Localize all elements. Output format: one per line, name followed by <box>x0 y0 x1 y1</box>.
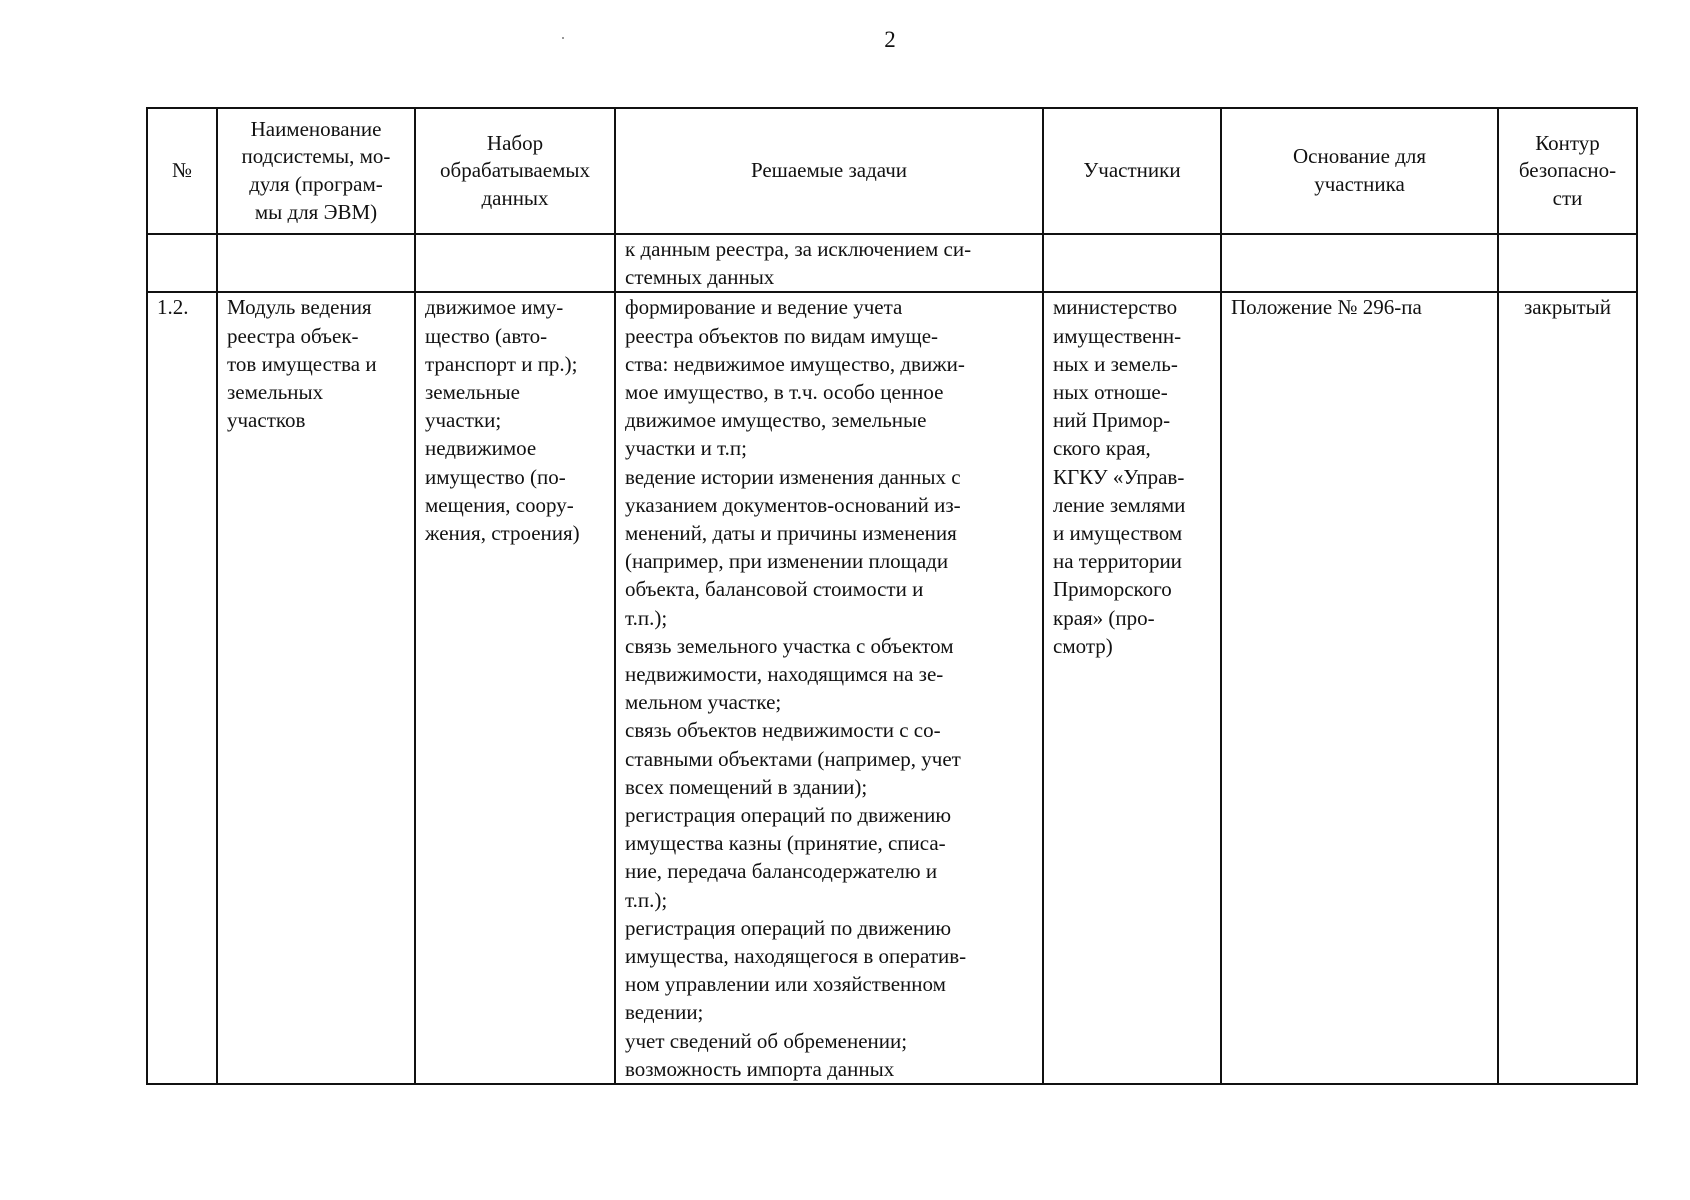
text-line: сти <box>1552 185 1583 210</box>
header-tasks <box>615 108 1043 234</box>
text-line: тов имущества и <box>227 351 377 376</box>
text-line: транспорт и пр.); <box>425 351 578 376</box>
text-line: т.п.); <box>625 605 668 630</box>
text-line: Положение № 296-па <box>1231 295 1422 320</box>
text-line: земельных <box>227 380 324 405</box>
text-line: указанием документов-оснований из- <box>625 492 961 517</box>
text-line: ставными объектами (например, учет <box>625 746 961 771</box>
text-line: данных <box>481 185 549 210</box>
text-line: формирование и ведение учета <box>625 295 903 320</box>
registry-table <box>146 107 1638 1085</box>
text-line: мы для ЭВМ) <box>254 199 378 224</box>
text-line: всех помещений в здании); <box>625 774 868 799</box>
text-line: мельном участке; <box>625 690 782 715</box>
text-line: мое имущество, в т.ч. особо ценное <box>625 380 944 405</box>
text-line: Участники <box>1083 158 1181 183</box>
page-number: 2 <box>884 27 896 52</box>
text-line: движимое иму- <box>425 295 564 320</box>
text-line: регистрация операций по движению <box>625 803 952 828</box>
text-line: обрабатываемых <box>440 158 590 183</box>
text-line: менений, даты и причины изменения <box>625 521 957 546</box>
text-line: ведение истории изменения данных с <box>625 464 961 489</box>
text-line: возможность импорта данных <box>625 1056 895 1081</box>
text-line: связь земельного участка с объектом <box>625 633 954 658</box>
text-line: ведении; <box>625 1000 704 1025</box>
text-line: земельные <box>425 380 520 405</box>
cell-security-contour <box>1498 234 1637 292</box>
cell-participants <box>1043 292 1221 1084</box>
text-line: закрытый <box>1524 295 1611 320</box>
text-line: участника <box>1314 172 1405 196</box>
text-line: участки; <box>425 408 502 433</box>
text-line: регистрация операций по движению <box>625 915 952 940</box>
cell-data-set <box>415 234 615 292</box>
table-row-continuation <box>147 234 1637 292</box>
cell-number: 1.2. <box>147 292 217 1084</box>
text-line: Основание для <box>1292 144 1427 169</box>
text-line: реестра объек- <box>227 323 359 348</box>
text-line: (например, при изменении площади <box>625 549 949 574</box>
table-header-row <box>147 108 1637 234</box>
text-line: дуля (програм- <box>249 172 383 196</box>
text-line: края» (про- <box>1053 605 1155 630</box>
cell-basis <box>1221 292 1498 1084</box>
cell-basis <box>1221 234 1498 292</box>
text-line: объекта, балансовой стоимости и <box>625 577 924 602</box>
text-line: мещения, соору- <box>425 492 574 517</box>
text-line: министерство <box>1053 295 1178 320</box>
text-line: ных отноше- <box>1053 380 1168 405</box>
table-row-1-2 <box>147 292 1637 1084</box>
header-number <box>147 108 217 234</box>
text-line: связь объектов недвижимости с со- <box>625 718 941 743</box>
header-subsystem-name <box>217 108 415 234</box>
text-line: подсистемы, мо- <box>241 144 391 169</box>
text-line: Решаемые задачи <box>750 158 908 183</box>
header-basis <box>1221 108 1498 234</box>
text-line: недвижимое <box>425 436 537 461</box>
text-line: Контур <box>1535 130 1600 155</box>
cell-number <box>147 234 217 292</box>
cell-participants <box>1043 234 1221 292</box>
cell-name <box>217 234 415 292</box>
header-participants <box>1043 108 1221 234</box>
text-line: на территории <box>1053 549 1182 574</box>
text-line: Наименование <box>250 116 382 141</box>
text-line: стемных данных <box>625 265 775 290</box>
text-line: ных и земель- <box>1053 351 1178 376</box>
text-line: учет сведений об обременении; <box>625 1028 908 1053</box>
cell-tasks <box>615 234 1043 292</box>
text-line: недвижимости, находящимся на зе- <box>625 662 944 687</box>
text-line: КГКУ «Управ- <box>1053 464 1185 489</box>
scan-speck <box>562 37 564 39</box>
text-line: реестра объектов по видам имуще- <box>625 323 939 348</box>
text-line: участки и т.п; <box>625 436 747 461</box>
text-line: т.п.); <box>625 887 668 912</box>
text-line: имущества казны (принятие, списа- <box>625 831 946 856</box>
text-line: к данным реестра, за исключением си- <box>625 237 972 261</box>
text-line: безопасно- <box>1518 158 1617 183</box>
text-line: ний Примор- <box>1053 408 1171 433</box>
cell-tasks <box>615 292 1043 1084</box>
header-security-contour <box>1498 108 1637 234</box>
text-line: Набор <box>486 130 544 155</box>
header-data-set <box>415 108 615 234</box>
cell-data-set <box>415 292 615 1084</box>
text-line: участков <box>227 408 306 433</box>
cell-name <box>217 292 415 1084</box>
text-line: имущество (по- <box>425 464 566 489</box>
text-line: щество (авто- <box>425 323 548 348</box>
text-line: ние, передача балансодержателю и <box>625 859 938 884</box>
text-line: Модуль ведения <box>227 295 372 320</box>
text-line: имущественн- <box>1053 323 1182 348</box>
text-line: ства: недвижимое имущество, движи- <box>625 351 965 376</box>
cell-security-contour <box>1498 292 1637 1084</box>
text-line: и имуществом <box>1053 521 1183 546</box>
text-line: ского края, <box>1053 436 1151 461</box>
text-line: движимое имущество, земельные <box>625 408 927 433</box>
text-line: жения, строения) <box>425 521 580 546</box>
text-line: имущества, находящегося в оператив- <box>625 944 967 969</box>
text-line: ление землями <box>1053 492 1186 517</box>
text-line: смотр) <box>1053 633 1113 658</box>
text-line: ном управлении или хозяйственном <box>625 972 946 997</box>
text-line: Приморского <box>1053 577 1172 602</box>
text-line: № <box>171 158 193 183</box>
